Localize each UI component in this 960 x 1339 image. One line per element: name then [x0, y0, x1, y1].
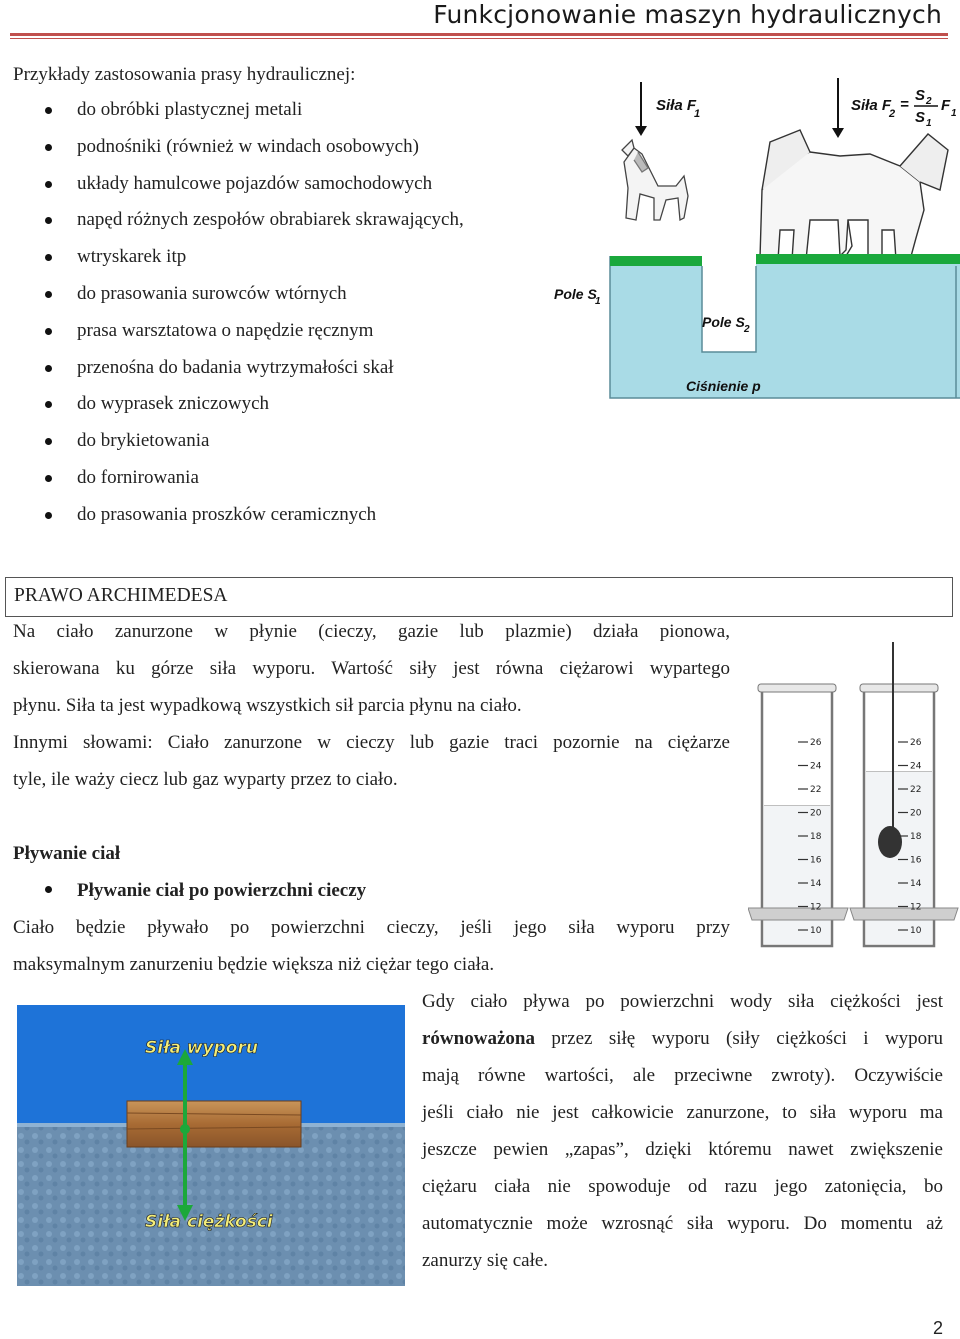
- page-header-title: Funkcjonowanie maszyn hydraulicznych: [433, 0, 942, 29]
- area2-label: Pole S: [702, 314, 745, 330]
- list-item: [0, 319, 464, 356]
- small-piston: [610, 256, 702, 266]
- left-cylinder-tick-label: 10: [810, 926, 822, 936]
- equals-sign: =: [900, 96, 909, 113]
- right-cylinder-tick-label: 22: [910, 785, 922, 795]
- bullet-icon: [45, 365, 52, 372]
- floating-right-line: jeśli ciało nie jest całkowicie zanurzone, to siła wyporu ma: [422, 1102, 943, 1123]
- left-cylinder-tick-label: 24: [810, 761, 822, 772]
- buoyancy-label: Siła wyporu: [145, 1038, 258, 1058]
- list-item: [0, 466, 464, 503]
- list-item-text: do prasowania proszków ceramicznych: [77, 503, 377, 525]
- ratio-f1-sub: 1: [951, 108, 957, 119]
- ratio-s1-sub: 1: [926, 118, 932, 129]
- list-item-text: do brykietowania: [77, 430, 210, 452]
- force1-sub: 1: [694, 108, 701, 120]
- applications-list: [0, 98, 464, 540]
- ratio-s1: S: [915, 109, 926, 126]
- header-rule: [10, 33, 948, 36]
- floating-right-line: [422, 1027, 943, 1051]
- buoyancy-figure: [17, 1005, 405, 1286]
- bullet-icon: [45, 254, 52, 261]
- right-cylinder: [850, 642, 958, 946]
- floating-right-line: mają równe wartości, ale przeciwne zwroty). Oczywiście: [422, 1065, 943, 1086]
- left-cylinder-tick-label: 16: [810, 855, 822, 866]
- horse-icon: [622, 140, 688, 220]
- bullet-icon: [45, 144, 52, 151]
- right-cylinder-tick-label: 18: [910, 832, 922, 842]
- list-item: [0, 208, 464, 245]
- intro-text: Przykłady zastosowania prasy hydraulicznej:: [13, 64, 356, 85]
- right-cylinder-tick-label: 20: [910, 808, 922, 819]
- force1-label: Siła F: [656, 97, 697, 114]
- archimedes-line: płynu. Siła ta jest wypadkową wszystkich sił parcia płynu na ciało.: [13, 695, 522, 716]
- list-item: [0, 392, 464, 429]
- elephant-icon: [760, 130, 948, 260]
- left-cylinder-tick-label: 22: [810, 785, 822, 795]
- page-number: 2: [932, 1318, 943, 1338]
- bullet-icon: [45, 438, 52, 445]
- floating-subheading: Pływanie ciał po powierzchni cieczy: [77, 880, 367, 901]
- ratio-f1: F: [941, 97, 951, 114]
- right-cylinder-tick-label: 26: [910, 738, 922, 748]
- list-item-text: przenośna do badania wytrzymałości skał: [77, 356, 394, 378]
- area1-label: Pole S: [554, 286, 597, 302]
- list-item: [0, 172, 464, 209]
- floating-right-line: automatycznie może wzrosnąć siła wyporu. Do momentu aż: [422, 1213, 943, 1234]
- archimedes-line: Na ciało zanurzone w płynie (cieczy, gazie lub plazmie) działa pionowa,: [13, 621, 730, 642]
- bullet-icon: [45, 181, 52, 188]
- bullet-icon: [45, 328, 52, 335]
- list-item-text: do obróbki plastycznej metali: [77, 99, 303, 120]
- graduated-cylinders-figure: [748, 636, 960, 956]
- pressure-label: Ciśnienie p: [686, 378, 761, 394]
- list-item-text: do wyprasek zniczowych: [77, 393, 270, 415]
- floating-right-line: jeszcze pewien „zapas”, dzięki któremu nawet zwiększenie: [422, 1139, 943, 1160]
- right-cylinder-tick-label: 10: [910, 926, 922, 936]
- archimedes-line: tyle, ile waży ciecz lub gaz wyparty przez to ciało.: [13, 769, 398, 790]
- list-item-text: do prasowania surowców wtórnych: [77, 282, 347, 304]
- ratio-s2: S: [915, 87, 926, 104]
- list-item-text: do fornirowania: [77, 466, 199, 488]
- force2-sub: 2: [889, 108, 896, 120]
- list-item: [0, 98, 464, 135]
- area1-sub: 1: [595, 296, 601, 307]
- left-cylinder-tick-label: 26: [810, 738, 822, 748]
- list-item-text: wtryskarek itp: [77, 246, 187, 268]
- floating-line: maksymalnym zanurzeniu będzie większa niż ciężar tego ciała.: [13, 954, 495, 975]
- left-cylinder-tick-label: 18: [810, 832, 822, 842]
- gravity-label-2: ciężkości: [187, 1212, 273, 1232]
- left-cylinder-tick-label: 12: [810, 902, 822, 913]
- bullet-icon: [45, 475, 52, 482]
- list-item-text: układy hamulcowe pojazdów samochodowych: [77, 172, 433, 194]
- right-cylinder-tick-label: 16: [910, 855, 922, 866]
- list-item: [0, 245, 464, 282]
- list-item-text: podnośniki (również w windach osobowych): [77, 135, 419, 157]
- right-cylinder-tick-label: 24: [910, 761, 922, 772]
- bullet-icon: [45, 401, 52, 408]
- bullet-icon: [45, 217, 52, 224]
- right-cylinder-tick-label: 12: [910, 902, 922, 913]
- floating-right-line: zanurzy się całe.: [422, 1250, 549, 1271]
- force2-label: Siła F: [851, 97, 892, 114]
- hydraulic-press-figure: [548, 70, 960, 410]
- header-rule-thin: [10, 38, 948, 39]
- section-title: PRAWO ARCHIMEDESA: [14, 585, 228, 606]
- right-cylinder-tick-label: 14: [910, 879, 922, 889]
- floating-right-line-text: przez siłę wyporu (siły ciężkości i wyporu: [551, 1028, 943, 1049]
- list-item-text: prasa warsztatowa o napędzie ręcznym: [77, 319, 374, 341]
- wooden-block: [127, 1101, 301, 1147]
- archimedes-title-box: [5, 577, 953, 617]
- bold-word: równoważona: [422, 1028, 535, 1049]
- list-item: [0, 135, 464, 172]
- list-item-text: napęd różnych zespołów obrabiarek skrawających,: [77, 209, 464, 231]
- floating-heading: Pływanie ciał: [13, 843, 121, 864]
- press-container: [610, 254, 960, 398]
- floating-right-line: Gdy ciało pływa po powierzchni wody siła ciężkości jest: [422, 991, 943, 1012]
- gravity-label-1: Siła: [145, 1212, 181, 1232]
- left-cylinder-tick-label: 14: [810, 879, 822, 889]
- area2-sub: 2: [744, 324, 750, 335]
- list-item: [0, 356, 464, 393]
- archimedes-line: skierowana ku górze siła wyporu. Wartość siły jest równa ciężarowi wypartego: [13, 658, 730, 679]
- bullet-icon: [45, 291, 52, 298]
- list-item: [0, 429, 464, 466]
- large-piston: [756, 254, 960, 264]
- water-area: [17, 1125, 405, 1286]
- bullet-icon: [45, 886, 52, 893]
- floating-line: Ciało będzie pływało po powierzchni cieczy, jeśli jego siła wyporu przy: [13, 917, 730, 938]
- left-cylinder-tick-label: 20: [810, 808, 822, 819]
- bullet-icon: [45, 512, 52, 519]
- ratio-s2-sub: 2: [926, 96, 932, 107]
- stone-icon: [878, 826, 902, 858]
- bullet-icon: [45, 107, 52, 114]
- list-item: [0, 282, 464, 319]
- archimedes-line: Innymi słowami: Ciało zanurzone w cieczy lub gazie traci pozornie na ciężarze: [13, 732, 730, 753]
- floating-right-line: ciężaru ciała nie spowoduje od razu jego zatonięcia, bo: [422, 1176, 943, 1197]
- list-item: [0, 503, 464, 540]
